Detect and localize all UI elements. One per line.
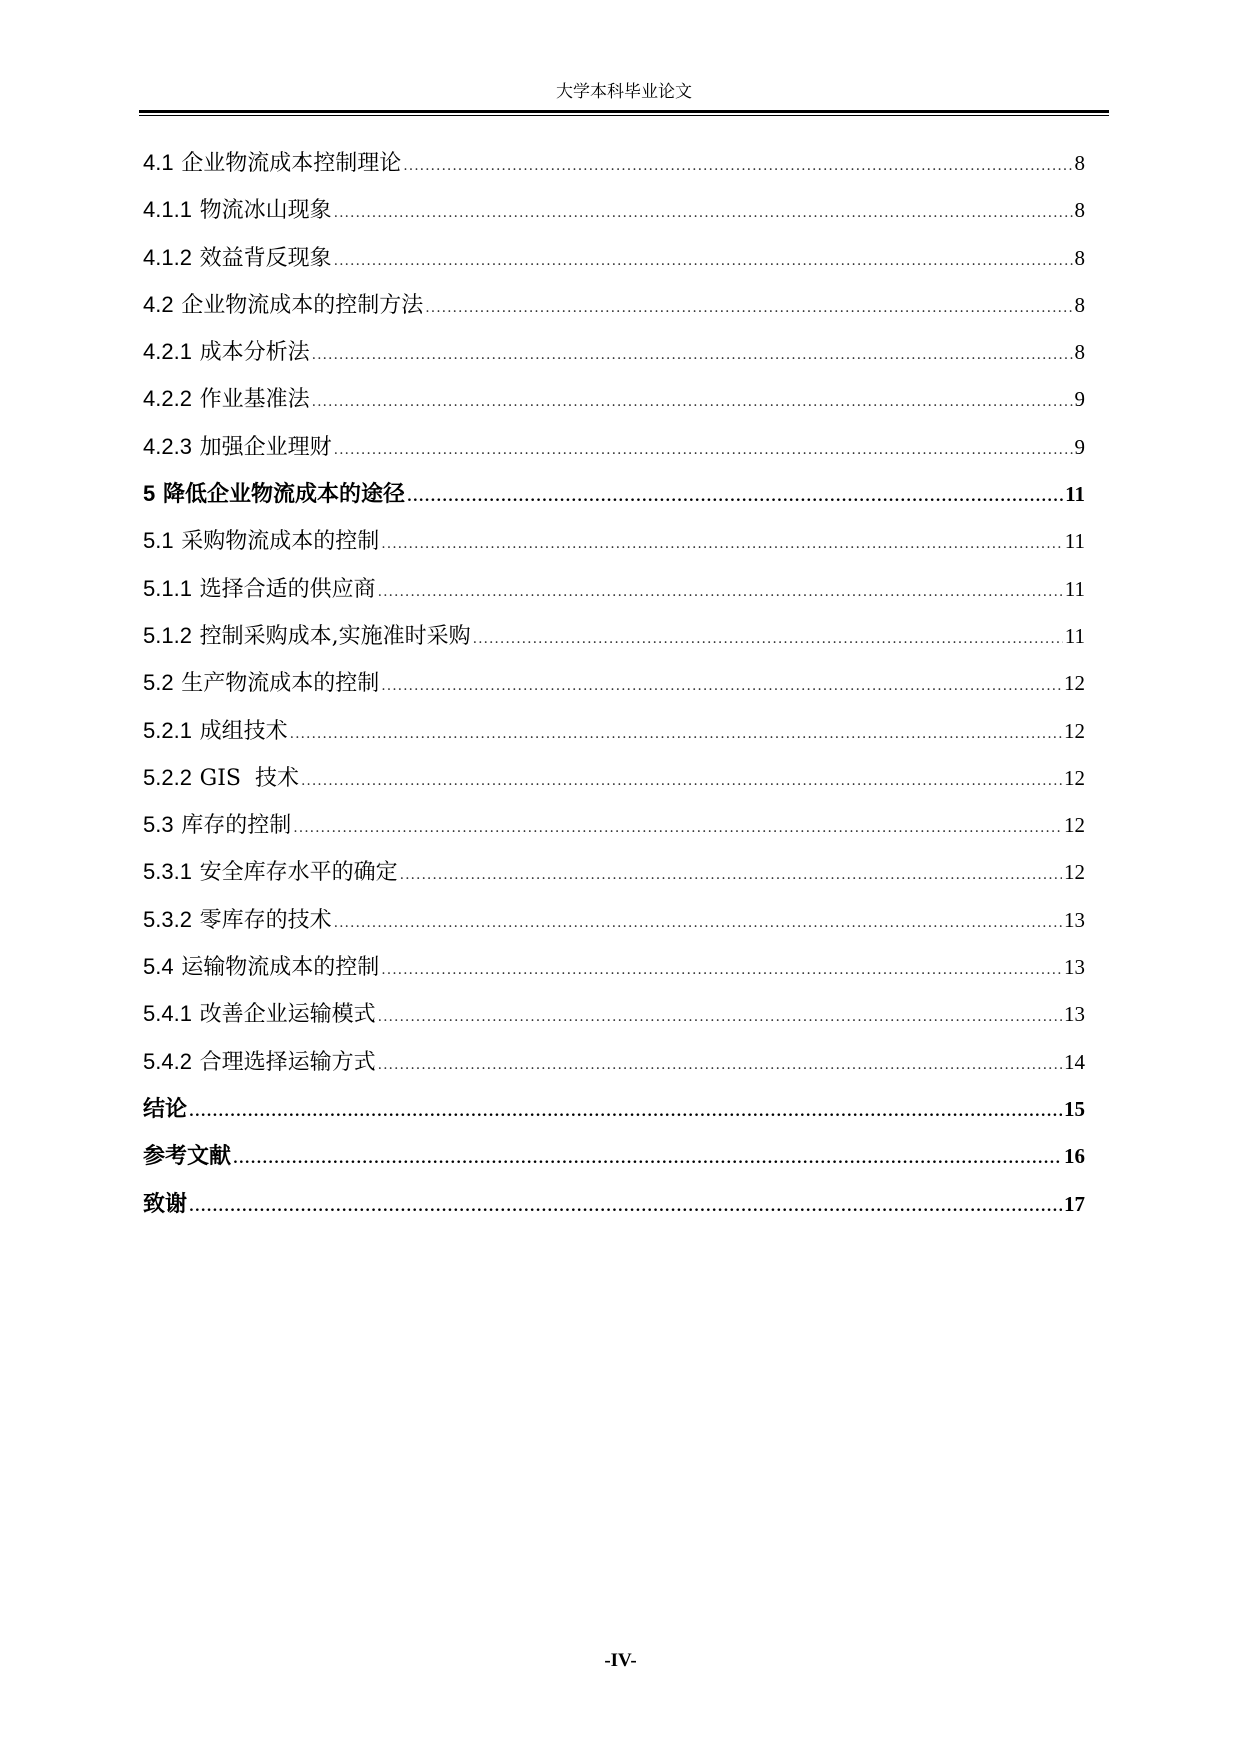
- toc-entry-page: 8: [1074, 245, 1085, 270]
- toc-entry[interactable]: [143, 432, 1085, 479]
- toc-entry-title: 控制采购成本,实施准时采购: [199, 623, 471, 649]
- toc-entry-number: 5.2: [143, 670, 174, 696]
- toc-entry-title: 致谢: [143, 1190, 188, 1217]
- toc-entry-page: 8: [1074, 340, 1085, 365]
- toc-entry-number: 5.1: [143, 528, 174, 554]
- header-rule-thick: [139, 110, 1109, 113]
- toc-entry[interactable]: [143, 1047, 1085, 1094]
- toc-entry-page: 12: [1064, 765, 1085, 790]
- toc-entry-page: 9: [1074, 434, 1085, 459]
- toc-entry-title: 选择合适的供应商: [199, 576, 376, 602]
- toc-entry-title: 生产物流成本的控制: [181, 671, 380, 697]
- toc-chapter-entry[interactable]: [143, 1141, 1085, 1188]
- toc-chapter-entry[interactable]: [143, 1189, 1085, 1236]
- toc-entry-number: 5: [143, 481, 156, 507]
- toc-leader-dots: [290, 719, 1062, 749]
- toc-entry-page: 17: [1064, 1191, 1085, 1216]
- table-of-contents: [143, 148, 1085, 1236]
- toc-entry[interactable]: [143, 574, 1085, 621]
- toc-entry-page: 8: [1074, 151, 1085, 175]
- toc-entry-page: 9: [1074, 387, 1085, 412]
- toc-entry-title: 结论: [143, 1095, 188, 1122]
- toc-entry-number: 5.4: [143, 954, 174, 980]
- toc-entry-title: 运输物流成本的控制: [181, 955, 380, 981]
- toc-entry-number: 4.1: [143, 150, 174, 175]
- toc-entry-page: 16: [1064, 1144, 1085, 1169]
- toc-leader-dots: [381, 955, 1062, 985]
- toc-leader-dots: [378, 1002, 1062, 1032]
- toc-entry[interactable]: [143, 243, 1085, 290]
- toc-leader-dots: [189, 1192, 1062, 1222]
- toc-leader-dots: [312, 340, 1073, 370]
- toc-entry-title: 效益背反现象: [199, 245, 332, 271]
- toc-entry-page: 8: [1074, 292, 1085, 317]
- toc-entry-title: 企业物流成本控制理论: [181, 151, 402, 176]
- toc-entry[interactable]: [143, 337, 1085, 384]
- toc-entry-page: 12: [1064, 860, 1085, 885]
- toc-entry-title: 加强企业理财: [199, 434, 332, 460]
- toc-entry-page: 12: [1064, 718, 1085, 743]
- toc-entry-page: 13: [1064, 955, 1085, 980]
- toc-leader-dots: [334, 246, 1073, 276]
- toc-entry-page: 11: [1064, 529, 1085, 554]
- toc-entry-title: 库存的控制: [181, 813, 292, 839]
- toc-entry[interactable]: [143, 810, 1085, 857]
- toc-entry-number: 4.2.1: [143, 339, 192, 365]
- toc-entry-title: 采购物流成本的控制: [181, 529, 380, 555]
- toc-entry-page: 14: [1064, 1049, 1085, 1074]
- toc-leader-dots: [301, 766, 1062, 796]
- toc-entry-title: 作业基准法: [199, 387, 310, 413]
- toc-leader-dots: [425, 293, 1072, 323]
- toc-entry[interactable]: [143, 148, 1085, 195]
- toc-entry-number: 5.3: [143, 812, 174, 838]
- toc-entry[interactable]: [143, 290, 1085, 337]
- toc-leader-dots: [312, 387, 1073, 417]
- toc-leader-dots: [473, 624, 1063, 654]
- toc-leader-dots: [293, 813, 1062, 843]
- running-header: 大学本科毕业论文: [556, 82, 692, 102]
- toc-entry-number: 4.2: [143, 291, 174, 317]
- toc-entry-number: 5.4.1: [143, 1001, 192, 1027]
- toc-entry-title: 企业物流成本的控制方法: [181, 292, 424, 318]
- header-rule-thin: [139, 115, 1109, 116]
- toc-entry[interactable]: [143, 195, 1085, 242]
- toc-entry-page: 15: [1064, 1096, 1085, 1121]
- toc-entry-title: 合理选择运输方式: [199, 1049, 376, 1075]
- toc-entry-title: 安全库存水平的确定: [199, 860, 398, 886]
- toc-entry-title: 参考文献: [143, 1143, 232, 1170]
- toc-entry-title: GIS 技术: [199, 765, 299, 791]
- toc-entry-number: 5.2.1: [143, 717, 192, 743]
- toc-entry-number: 5.3.1: [143, 859, 192, 885]
- toc-entry[interactable]: [143, 716, 1085, 763]
- toc-entry-number: 5.3.2: [143, 906, 192, 932]
- toc-leader-dots: [334, 198, 1073, 228]
- toc-chapter-entry[interactable]: [143, 479, 1085, 526]
- toc-entry[interactable]: [143, 668, 1085, 715]
- toc-entry[interactable]: [143, 526, 1085, 573]
- toc-leader-dots: [400, 860, 1062, 890]
- toc-chapter-entry[interactable]: [143, 1094, 1085, 1141]
- toc-leader-dots: [381, 529, 1062, 559]
- toc-entry-title: 改善企业运输模式: [199, 1002, 376, 1028]
- toc-entry-title: 成本分析法: [199, 340, 310, 366]
- page-number: -IV-: [604, 1650, 637, 1671]
- toc-entry-page: 11: [1065, 482, 1085, 507]
- toc-leader-dots: [378, 1050, 1062, 1080]
- toc-leader-dots: [403, 151, 1072, 181]
- toc-leader-dots: [407, 482, 1063, 512]
- toc-entry-number: 4.2.2: [143, 386, 192, 412]
- toc-leader-dots: [334, 908, 1062, 938]
- toc-entry-title: 零库存的技术: [199, 907, 332, 933]
- toc-entry-title: 成组技术: [199, 718, 288, 744]
- toc-leader-dots: [378, 577, 1063, 607]
- toc-entry-number: 5.1.2: [143, 622, 192, 648]
- toc-leader-dots: [381, 671, 1062, 701]
- toc-entry[interactable]: [143, 621, 1085, 668]
- toc-entry-page: 12: [1064, 813, 1085, 838]
- toc-entry-page: 8: [1074, 198, 1085, 223]
- toc-leader-dots: [233, 1144, 1062, 1174]
- toc-leader-dots: [189, 1097, 1062, 1127]
- toc-entry-page: 12: [1064, 671, 1085, 696]
- toc-leader-dots: [334, 435, 1073, 465]
- toc-entry-number: 5.1.1: [143, 575, 192, 601]
- toc-entry-number: 4.1.1: [143, 197, 192, 223]
- toc-entry-title: 物流冰山现象: [199, 198, 332, 224]
- toc-entry-number: 4.2.3: [143, 433, 192, 459]
- toc-entry-title: 降低企业物流成本的途径: [162, 481, 405, 508]
- toc-entry[interactable]: [143, 763, 1085, 810]
- toc-entry[interactable]: [143, 999, 1085, 1046]
- toc-entry-page: 11: [1064, 623, 1085, 648]
- toc-entry[interactable]: [143, 857, 1085, 904]
- toc-entry-number: 4.1.2: [143, 244, 192, 270]
- toc-entry-page: 13: [1064, 1002, 1085, 1027]
- toc-entry-number: 5.4.2: [143, 1048, 192, 1074]
- toc-entry[interactable]: [143, 384, 1085, 431]
- toc-entry-number: 5.2.2: [143, 764, 192, 790]
- toc-entry-page: 11: [1064, 576, 1085, 601]
- toc-entry-page: 13: [1064, 907, 1085, 932]
- toc-entry[interactable]: [143, 905, 1085, 952]
- toc-entry[interactable]: [143, 952, 1085, 999]
